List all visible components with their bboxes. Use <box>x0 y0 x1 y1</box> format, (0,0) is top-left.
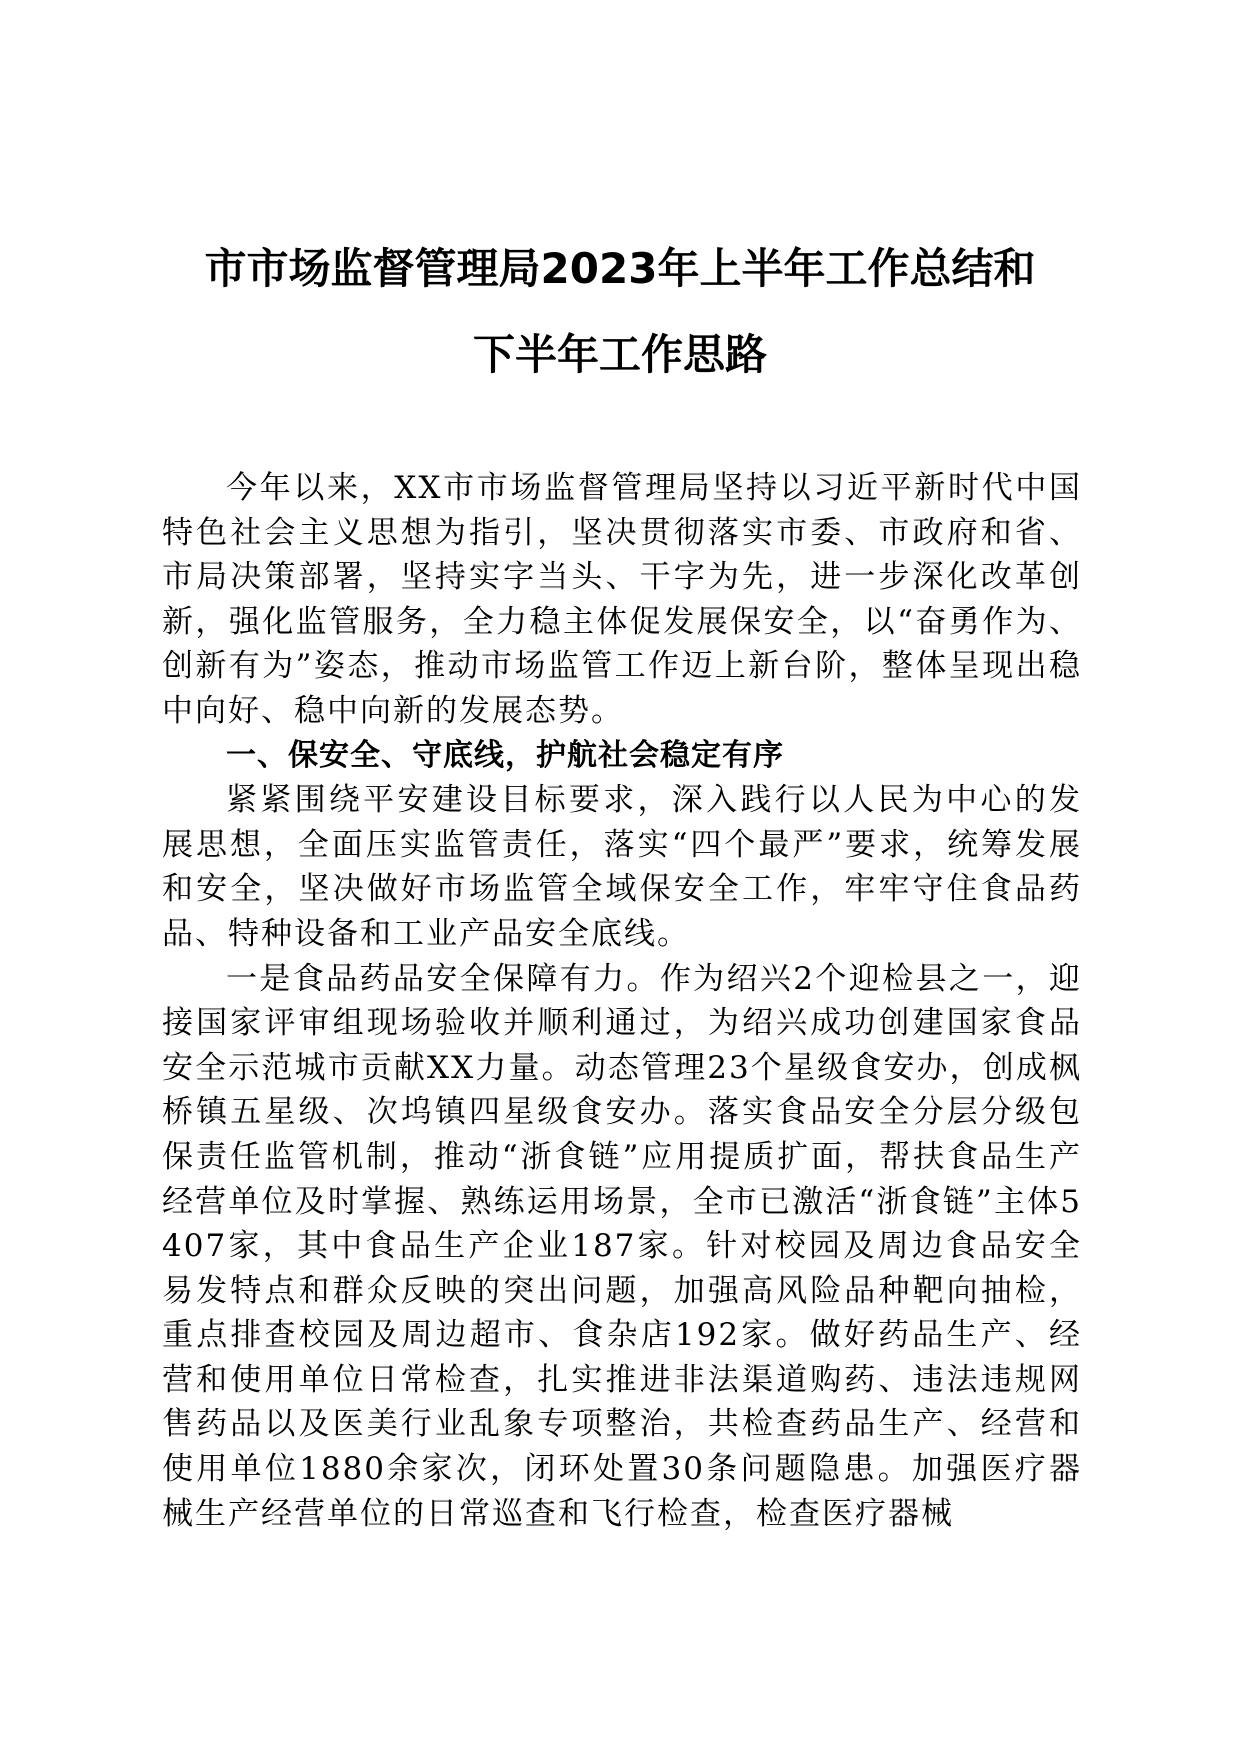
section-paragraph: 一是食品药品安全保障有力。作为绍兴2个迎检县之一，迎接国家评审组现场验收并顺利通过，为绍兴成功创建国家食品安全示范城市贡献XX力量。动态管理23个星级食安办，创成枫桥镇五星级、次坞镇四星级食安办。落实食品安全分层分级包保责任监管机制，推动“浙食链”应用提质扩面，帮扶食品生产经营单位及时掌握、熟练运用场景，全市已激活“浙食链”主体5407家，其中食品生产企业187家。针对校园及周边食品安全易发特点和群众反映的突出问题，加强高风险品种靶向抽检，重点排查校园及周边超市、食杂店192家。做好药品生产、经营和使用单位日常检查，扎实推进非法渠道购药、违法违规网售药品以及医美行业乱象专项整治，共检查药品生产、经营和使用单位1880余家次，闭环处置30条问题隐患。加强医疗器械生产经营单位的日常巡查和飞行检查，检查医疗器械 <box>162 960 1082 1532</box>
section-paragraph: 紧紧围绕平安建设目标要求，深入践行以人民为中心的发展思想，全面压实监管责任，落实“四个最严”要求，统筹发展和安全，坚决做好市场监管全域保安全工作，牢牢守住食品药品、特种设备和工业产品安全底线。 <box>162 782 1082 952</box>
title-line-2: 下半年工作思路 <box>472 330 767 379</box>
section-heading: 一、保安全、守底线，护航社会稳定有序 <box>226 737 784 773</box>
document-title <box>140 226 1100 398</box>
document-body <box>162 466 1082 1536</box>
title-line-1: 市市场监督管理局2023年上半年工作总结和 <box>204 244 1036 293</box>
intro-paragraph: 今年以来，XX市市场监督管理局坚持以习近平新时代中国特色社会主义思想为指引，坚决贯彻落实市委、市政府和省、市局决策部署，坚持实字当头、干字为先，进一步深化改革创新，强化监管服务，全力稳主体促发展保安全，以“奋勇作为、创新有为”姿态，推动市场监管工作迈上新台阶，整体呈现出稳中向好、稳中向新的发展态势。 <box>162 470 1082 729</box>
